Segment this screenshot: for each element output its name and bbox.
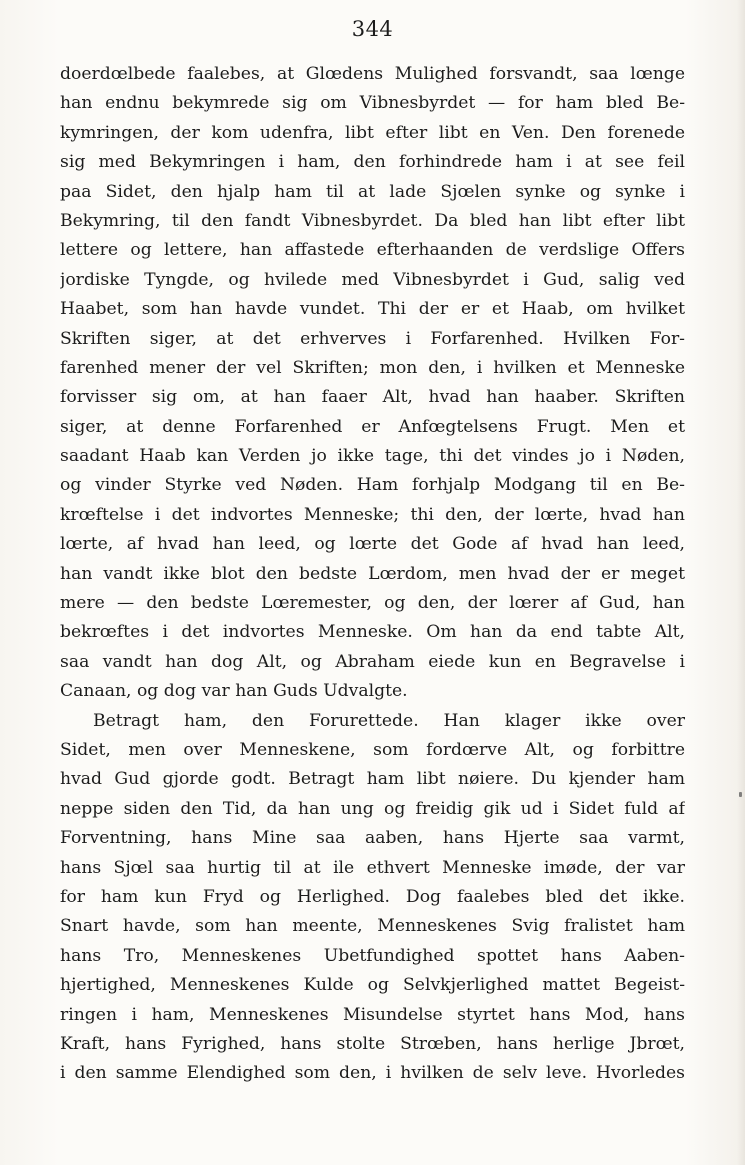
text-line: Kraft, hans Fyrighed, hans stolte Strœben, hans herlige Jbrœt, <box>60 1033 685 1054</box>
text-line: sig med Bekymringen i ham, den forhindrede ham i at see feil <box>60 152 685 173</box>
text-line: neppe siden den Tid, da han ung og freidig gik ud i Sidet fuld af <box>60 798 685 819</box>
text-line: han vandt ikke blot den bedste Lœrdom, men hvad der er meget <box>60 563 685 584</box>
text-line: Skriften siger, at det erhverves i Forfarenhed. Hvilken For- <box>60 328 685 349</box>
text-line: siger, at denne Forfarenhed er Anfœgtelsens Frugt. Men et <box>60 416 685 437</box>
text-line: forvisser sig om, at han faaer Alt, hvad han haaber. Skriften <box>60 387 685 408</box>
text-line: hjertighed, Menneskenes Kulde og Selvkjerlighed mattet Begeist- <box>60 975 685 996</box>
text-line: farenhed mener der vel Skriften; mon den, i hvilken et Menneske <box>60 357 685 378</box>
text-line: lœrte, af hvad han leed, og lœrte det Gode af hvad han leed, <box>60 534 685 555</box>
text-line: paa Sidet, den hjalp ham til at lade Sjœlen synke og synke i <box>60 181 685 202</box>
text-line: saa vandt han dog Alt, og Abraham eiede kun en Begravelse i <box>60 651 685 672</box>
text-line: ringen i ham, Menneskenes Misundelse styrtet hans Mod, hans <box>60 1004 685 1025</box>
text-line: bekrœftes i det indvortes Menneske. Om han da end tabte Alt, <box>60 622 685 643</box>
text-line: Haabet, som han havde vundet. Thi der er et Haab, om hvilket <box>60 299 685 320</box>
text-line: jordiske Tyngde, og hvilede med Vibnesbyrdet i Gud, salig ved <box>60 269 685 290</box>
text-line: for ham kun Fryd og Herlighed. Dog faalebes bled det ikke. <box>60 886 685 907</box>
page-edge-shadow <box>737 0 745 1165</box>
text-line: han endnu bekymrede sig om Vibnesbyrdet — for ham bled Be- <box>60 93 685 114</box>
text-line: Forventning, hans Mine saa aaben, hans Hjerte saa varmt, <box>60 828 685 849</box>
text-line: Bekymring, til den fandt Vibnesbyrdet. Da bled han libt efter libt <box>60 210 685 231</box>
text-line: saadant Haab kan Verden jo ikke tage, thi det vindes jo i Nøden, <box>60 446 685 467</box>
text-line: hvad Gud gjorde godt. Betragt ham libt nøiere. Du kjender ham <box>60 769 685 790</box>
paragraph-end-line: Canaan, og dog var han Guds Udvalgte. <box>60 681 408 702</box>
text-line: i den samme Elendighed som den, i hvilken de selv leve. Hvorledes <box>60 1063 685 1084</box>
text-line: krœftelse i det indvortes Menneske; thi den, der lœrte, hvad han <box>60 504 685 525</box>
text-line: Snart havde, som han meente, Menneskenes Svig fralistet ham <box>60 916 685 937</box>
text-line: Sidet, men over Menneskene, som fordœrve Alt, og forbittre <box>60 739 685 760</box>
text-line: hans Sjœl saa hurtig til at ile ethvert Menneske imøde, der var <box>60 857 685 878</box>
page-number: 344 <box>351 17 394 41</box>
body-text <box>60 60 685 1089</box>
text-line: mere — den bedste Lœremester, og den, der lœrer af Gud, han <box>60 593 685 614</box>
text-line: hans Tro, Menneskenes Ubetfundighed spottet hans Aaben- <box>60 945 685 966</box>
paragraph-start-line: Betragt ham, den Forurettede. Han klager ikke over <box>93 710 685 731</box>
text-line: kymringen, der kom udenfra, libt efter libt en Ven. Den forenede <box>60 122 685 143</box>
text-line: og vinder Styrke ved Nøden. Ham forhjalp Modgang til en Be- <box>60 475 685 496</box>
text-line: lettere og lettere, han affastede efterhaanden de verdslige Offers <box>60 240 685 261</box>
text-line: doerdœlbede faalebes, at Glœdens Mulighed forsvandt, saa lœnge <box>60 64 685 84</box>
